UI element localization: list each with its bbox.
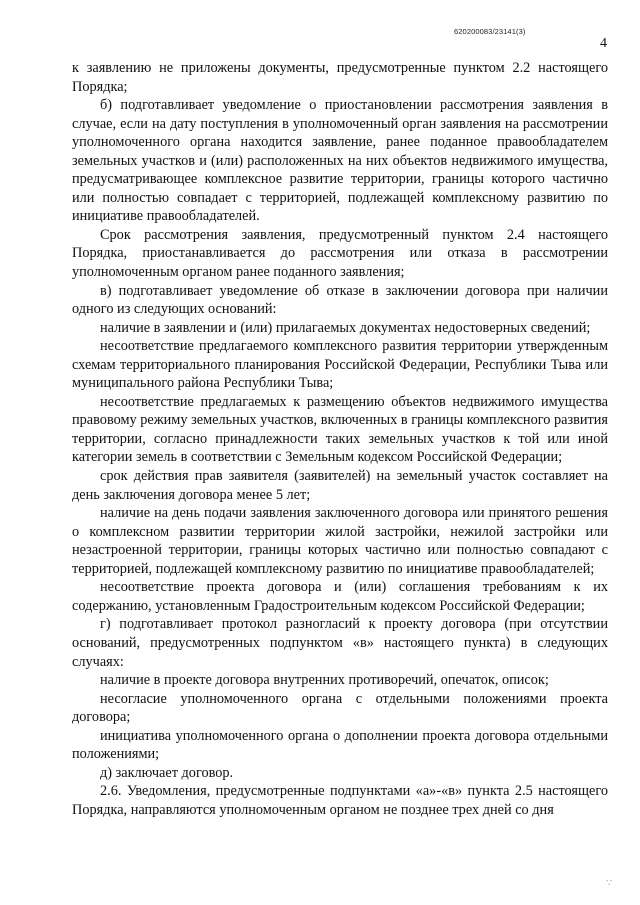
paragraph: несогласие уполномоченного органа с отдельными положениями проекта договора;: [72, 690, 608, 726]
paragraph: б) подготавливает уведомление о приостановлении рассмотрения заявления в случае, если на дату поступления в уполномоченный орган заявления на рассмотрении уполномоченного органа находится заявление, ранее поданное правообладателем земельных участков и (или) расположенных на них объектов недвижимого имущества, предусматривающее комплексное развитие территории, границы которого частично или полностью совпадает с территорией, подлежащей комплексному развитию по инициативе правообладателей.: [72, 97, 608, 225]
paragraph: наличие в проекте договора внутренних противоречий, опечаток, описок;: [100, 672, 549, 689]
paragraph: несоответствие проекта договора и (или) соглашения требованиям к их содержанию, установленным Градостроительным кодексом Российской Федерации;: [72, 579, 608, 614]
paragraph: срок действия прав заявителя (заявителей) на земельный участок составляет на день заключения договора менее 5 лет;: [72, 468, 608, 503]
paragraph: наличие в заявлении и (или) прилагаемых документах недостоверных сведений;: [100, 319, 591, 336]
paragraph: г) подготавливает протокол разногласий к проекту договора (при отсутствии оснований, предусмотренных подпунктом «в» настоящего пункта) в следующих случаях:: [72, 616, 608, 670]
scan-artifact-icon: ∵: [606, 878, 613, 889]
paragraph: 2.6. Уведомления, предусмотренные подпунктами «а»-«в» пункта 2.5 настоящего Порядка, направляются уполномоченным органом не позднее трех дней со дня: [72, 783, 608, 818]
paragraph: в) подготавливает уведомление об отказе в заключении договора при наличии одного из следующих оснований:: [72, 282, 608, 318]
document-id: 620200083/23141(3): [454, 27, 526, 36]
paragraph: инициатива уполномоченного органа о дополнении проекта договора отдельными положениями;: [72, 727, 608, 763]
paragraph: несоответствие предлагаемых к размещению объектов недвижимого имущества правовому режиму земельных участков, включенных в границы комплексного развития территории, согласно принадлежности таких земельных участков к той или иной категории земель в соответствии с Земельным кодексом Российской Федерации;: [72, 393, 608, 466]
paragraph: наличие на день подачи заявления заключенного договора или принятого решения о комплексном развитии территории жилой застройки, нежилой застройки или незастроенной территории, границы которых частично или полностью совпадают с территорией, подлежащей комплексному развитию по инициативе правообладателей;: [72, 505, 608, 577]
paragraph: к заявлению не приложены документы, предусмотренные пунктом 2.2 настоящего Порядка;: [72, 60, 608, 95]
paragraph: несоответствие предлагаемого комплексного развития территории утвержденным схемам территориального планирования Российской Федерации, Республики Тыва или муниципального района Республики Тыва;: [72, 338, 608, 392]
page-number: 4: [600, 36, 607, 51]
document-body: [72, 59, 608, 819]
paragraph: Срок рассмотрения заявления, предусмотренный пунктом 2.4 настоящего Порядка, приостанавливается до рассмотрения или отказа в рассмотрении уполномоченным органом ранее поданного заявления;: [72, 226, 608, 281]
paragraph: д) заключает договор.: [100, 764, 234, 781]
